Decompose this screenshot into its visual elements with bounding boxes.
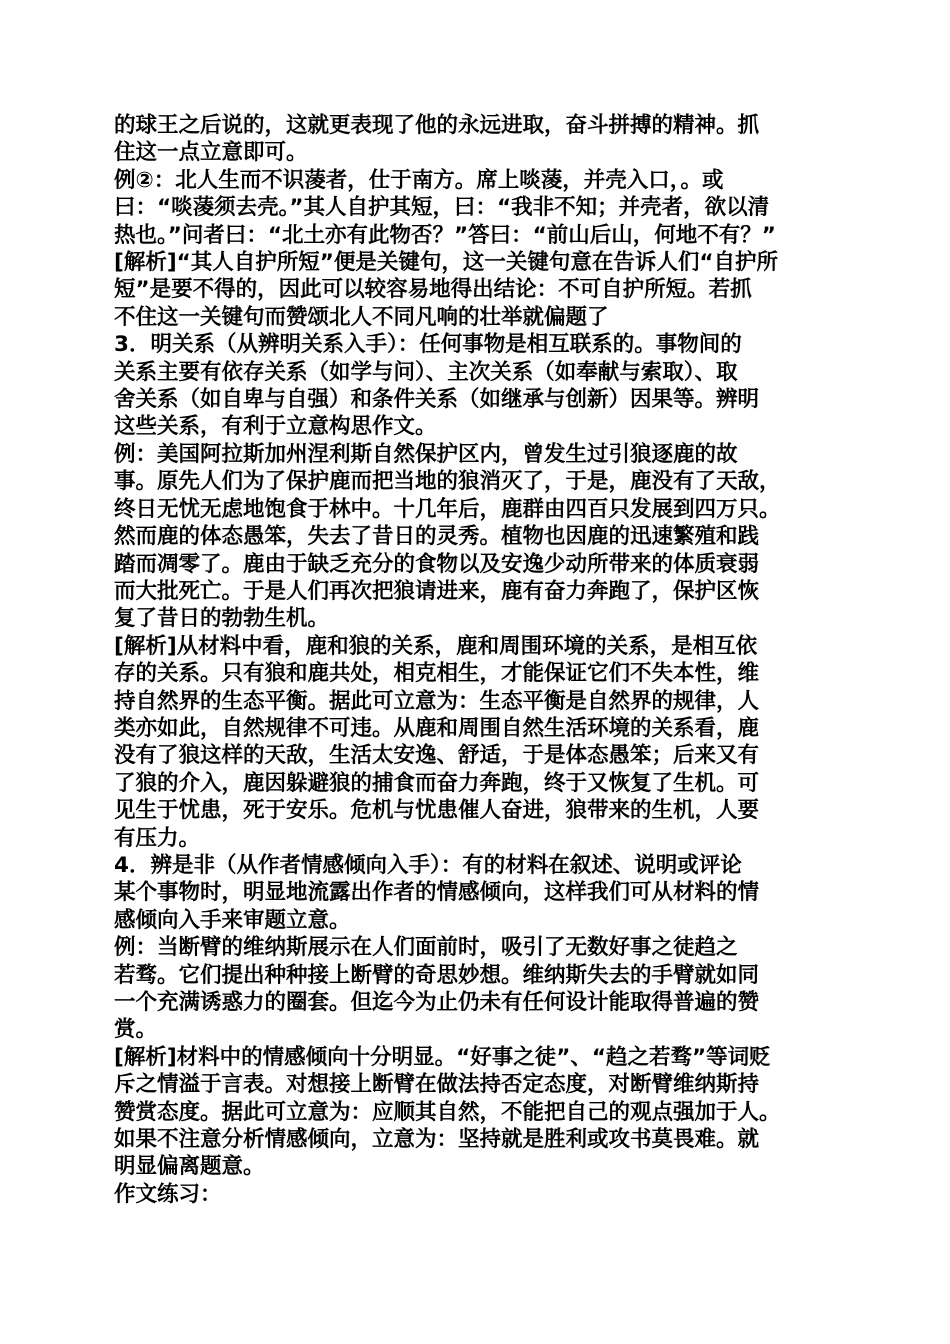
text-line: 3．明关系（从辨明关系入手）：任何事物是相互联系的。事物间的 [114, 332, 742, 358]
text-line: 持自然界的生态平衡。据此可立意为：生态平衡是自然界的规律，人 [114, 688, 760, 714]
text-line: 例：美国阿拉斯加州涅利斯自然保护区内，曾发生过引狼逐鹿的故 [114, 441, 738, 467]
text-line: 一个充满诱惑力的圈套。但迄今为止仍未有任何设计能取得普遍的赞 [114, 990, 760, 1015]
text-line: [解析]“其人自护所短”便是关键句，这一关键句意在告诉人们“自护所 [114, 250, 779, 276]
text-line: 然而鹿的体态愚笨，失去了昔日的灵秀。植物也因鹿的迅速繁殖和践 [114, 524, 760, 550]
text-line: [解析]从材料中看，鹿和狼的关系，鹿和周围环境的关系，是相互依 [114, 633, 758, 659]
text-line: 的球王之后说的，这就更表现了他的永远进取，奋斗拼搏的精神。抓 [114, 113, 760, 138]
text-line: 有压力。 [114, 825, 201, 851]
text-line: 舍关系（如自卑与自强）和条件关系（如继承与创新）因果等。辨明 [114, 387, 760, 413]
text-line: 若骛。它们提出种种接上断臂的奇思妙想。维纳斯失去的手臂就如同 [114, 962, 760, 988]
text-line: 类亦如此，自然规律不可违。从鹿和周围自然生活环境的关系看，鹿 [114, 715, 760, 741]
text-line: 赏。 [114, 1017, 158, 1043]
text-line: 赞赏态度。据此可立意为：应顺其自然，不能把自己的观点强加于人。 [114, 1099, 781, 1125]
text-line: 明显偏离题意。 [114, 1154, 265, 1180]
document-page [114, 112, 846, 1208]
text-line: 这些关系，有利于立意构思作文。 [114, 414, 437, 440]
text-line: 住这一点立意即可。 [114, 140, 308, 166]
text-line: 例②：北人生而不识蓤者，仕于南方。席上啖蓤，并壳入口，。或 [114, 167, 724, 193]
text-line: 例：当断臂的维纳斯展示在人们面前时，吸引了无数好事之徒趋之 [114, 935, 738, 961]
text-line: 复了昔日的勃勃生机。 [114, 606, 330, 632]
text-line: 关系主要有依存关系（如学与问）、主次关系（如奉献与索取）、取 [114, 359, 738, 385]
text-line: 事。原先人们为了保护鹿而把当地的狼消灭了，于是，鹿没有了天敌， [114, 469, 781, 495]
text-line: 如果不注意分析情感倾向，立意为：坚持就是胜利或攻书莫畏难。就 [114, 1127, 760, 1153]
text-line: 短”是要不得的，因此可以较容易地得出结论：不可自护所短。若抓 [114, 277, 752, 303]
text-line: 见生于忧患，死于安乐。危机与忧患催人奋进，狼带来的生机，人要 [114, 798, 760, 824]
text-line: [解析]材料中的情感倾向十分明显。“好事之徒”、“趋之若骛”等词贬 [114, 1044, 771, 1070]
text-line: 曰：“啖蓤须去壳。”其人自护其短，曰：“我非不知；并壳者，欲以清 [114, 195, 770, 221]
text-line: 了狼的介入，鹿因躲避狼的捕食而奋力奔跑，终于又恢复了生机。可 [114, 770, 760, 796]
text-line: 热也。”问者曰：“北土亦有此物否？”答曰：“前山后山，何地不有？” [114, 222, 776, 248]
text-line: 存的关系。只有狼和鹿共处，相克相生，才能保证它们不失本性，维 [114, 661, 760, 687]
text-line: 不住这一关键句而赞颂北人不同凡响的壮举就偏题了 [114, 304, 609, 330]
text-line: 而大批死亡。于是人们再次把狼请进来，鹿有奋力奔跑了，保护区恢 [114, 578, 760, 604]
text-line: 感倾向入手来审题立意。 [114, 907, 351, 933]
text-line: 4．辨是非（从作者情感倾向入手）：有的材料在叙述、说明或评论 [114, 852, 742, 878]
text-line: 终日无忧无虑地饱食于林中。十几年后，鹿群由四百只发展到四万只。 [114, 496, 781, 522]
section-heading: 作文练习： [114, 1181, 222, 1207]
text-line: 没有了狼这样的天敌，生活太安逸、舒适，于是体态愚笨；后来又有 [114, 743, 760, 769]
text-line: 斥之情溢于言表。对想接上断臂在做法持否定态度，对断臂维纳斯持 [114, 1072, 760, 1098]
text-line: 踏而凋零了。鹿由于缺乏充分的食物以及安逸少动所带来的体质衰弱 [114, 551, 760, 577]
text-line: 某个事物时，明显地流露出作者的情感倾向，这样我们可从材料的情 [114, 880, 760, 906]
